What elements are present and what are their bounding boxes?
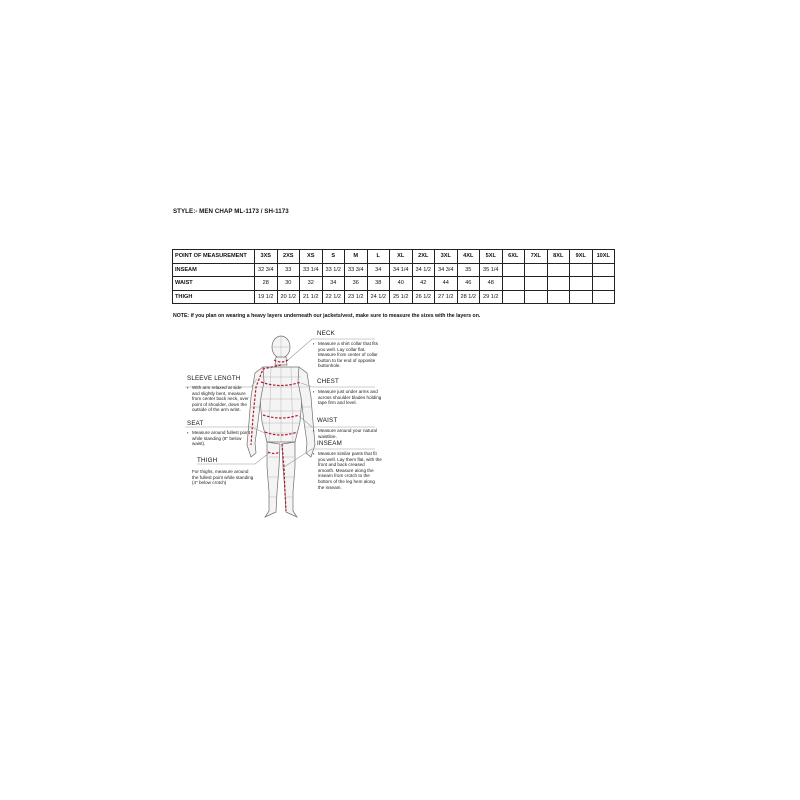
- neck-instructions: ▪ Measure a shirt collar that fits you well. Lay collar flat. Measure from center of collar button to far end of opposite buttonhole.: [318, 341, 382, 369]
- table-cell: 26 1/2: [412, 290, 435, 304]
- waist-heading: WAIST: [317, 417, 338, 424]
- size-header-1: 2XS: [277, 250, 300, 264]
- measurement-guide: [185, 327, 625, 522]
- table-cell: [547, 277, 570, 291]
- table-cell: 25 1/2: [390, 290, 413, 304]
- size-header-12: 7XL: [525, 250, 548, 264]
- table-header-label: POINT OF MEASUREMENT: [173, 250, 255, 264]
- size-header-15: 10XL: [592, 250, 615, 264]
- thigh-heading: THIGH: [197, 457, 218, 464]
- table-cell: 28: [255, 277, 278, 291]
- table-cell: [525, 263, 548, 277]
- table-cell: 38: [367, 277, 390, 291]
- table-cell: 30: [277, 277, 300, 291]
- table-cell: [592, 263, 615, 277]
- table-cell: 20 1/2: [277, 290, 300, 304]
- size-header-6: XL: [390, 250, 413, 264]
- size-header-9: 4XL: [457, 250, 480, 264]
- neck-heading: NECK: [317, 330, 335, 337]
- waist-instructions: ▪ Measure around your natural waistline.: [318, 428, 384, 439]
- table-cell: [570, 277, 593, 291]
- table-cell: 33 1/4: [300, 263, 323, 277]
- table-cell: 24 1/2: [367, 290, 390, 304]
- seat-heading: SEAT: [187, 420, 204, 427]
- table-cell: 28 1/2: [457, 290, 480, 304]
- row-label: WAIST: [173, 277, 255, 291]
- chest-instructions: ▪ Measure just under arms and across shoulder blades holding tape firm and level.: [318, 389, 388, 406]
- size-header-7: 2XL: [412, 250, 435, 264]
- chest-heading: CHEST: [317, 378, 339, 385]
- thigh-instructions: For thighs, measure around the fullest point while standing (4" below crotch): [192, 469, 254, 486]
- table-cell: 32 3/4: [255, 263, 278, 277]
- table-cell: 34: [367, 263, 390, 277]
- table-row: [173, 290, 615, 304]
- size-header-3: S: [322, 250, 345, 264]
- row-label: THIGH: [173, 290, 255, 304]
- table-cell: 27 1/2: [435, 290, 458, 304]
- table-cell: 33: [277, 263, 300, 277]
- table-cell: [502, 277, 525, 291]
- table-cell: 42: [412, 277, 435, 291]
- layering-note: NOTE: if you plan on wearing a heavy layers underneath our jackets/vest, make sure to measure the sizes with the layers on.: [173, 313, 481, 319]
- table-cell: [592, 290, 615, 304]
- table-cell: 34 1/2: [412, 263, 435, 277]
- table-cell: 46: [457, 277, 480, 291]
- table-cell: [525, 277, 548, 291]
- seat-instructions: ▪ Measure around fullest point while standing (8" below waist).: [192, 430, 250, 447]
- body-figure-illustration: [185, 327, 625, 522]
- table-cell: [570, 290, 593, 304]
- table-cell: 22 1/2: [322, 290, 345, 304]
- inseam-instructions: ▪ Measure similar pants that fit you well. Lay them flat, with the front and back creased smooth. Measure along the inseam from crotch to the bottom of the leg hem along the inseam.: [318, 451, 382, 490]
- row-label: INSEAM: [173, 263, 255, 277]
- sleeve-length-instructions: ▪ With arm relaxed at side and slightly bent, measure from center back neck, over point of shoulder, down the outside of the arm wrist.: [192, 385, 250, 413]
- sleeve-length-heading: SLEEVE LENGTH: [187, 375, 241, 382]
- table-cell: 23 1/2: [345, 290, 368, 304]
- size-header-0: 3XS: [255, 250, 278, 264]
- table-cell: 36: [345, 277, 368, 291]
- table-cell: [570, 263, 593, 277]
- table-cell: 34 1/4: [390, 263, 413, 277]
- table-header-row: [173, 250, 615, 264]
- table-cell: 33 3/4: [345, 263, 368, 277]
- table-cell: 40: [390, 277, 413, 291]
- size-header-8: 3XL: [435, 250, 458, 264]
- table-cell: 32: [300, 277, 323, 291]
- table-cell: 29 1/2: [480, 290, 503, 304]
- table-row: [173, 263, 615, 277]
- table-cell: [502, 290, 525, 304]
- style-title: STYLE:- MEN CHAP ML-1173 / SH-1173: [173, 208, 289, 215]
- table-cell: 19 1/2: [255, 290, 278, 304]
- table-cell: 35 1/4: [480, 263, 503, 277]
- table-cell: [547, 263, 570, 277]
- size-chart-table: [172, 249, 615, 304]
- size-header-13: 8XL: [547, 250, 570, 264]
- table-cell: 21 1/2: [300, 290, 323, 304]
- table-cell: [502, 263, 525, 277]
- table-cell: [592, 277, 615, 291]
- table-cell: 48: [480, 277, 503, 291]
- table-cell: 35: [457, 263, 480, 277]
- size-header-10: 5XL: [480, 250, 503, 264]
- size-header-2: XS: [300, 250, 323, 264]
- table-cell: 33 1/2: [322, 263, 345, 277]
- table-cell: 34: [322, 277, 345, 291]
- size-header-11: 6XL: [502, 250, 525, 264]
- size-header-5: L: [367, 250, 390, 264]
- size-header-4: M: [345, 250, 368, 264]
- size-header-14: 9XL: [570, 250, 593, 264]
- table-cell: [525, 290, 548, 304]
- inseam-heading: INSEAM: [317, 440, 342, 447]
- table-cell: [547, 290, 570, 304]
- table-row: [173, 277, 615, 291]
- table-cell: 34 3/4: [435, 263, 458, 277]
- table-cell: 44: [435, 277, 458, 291]
